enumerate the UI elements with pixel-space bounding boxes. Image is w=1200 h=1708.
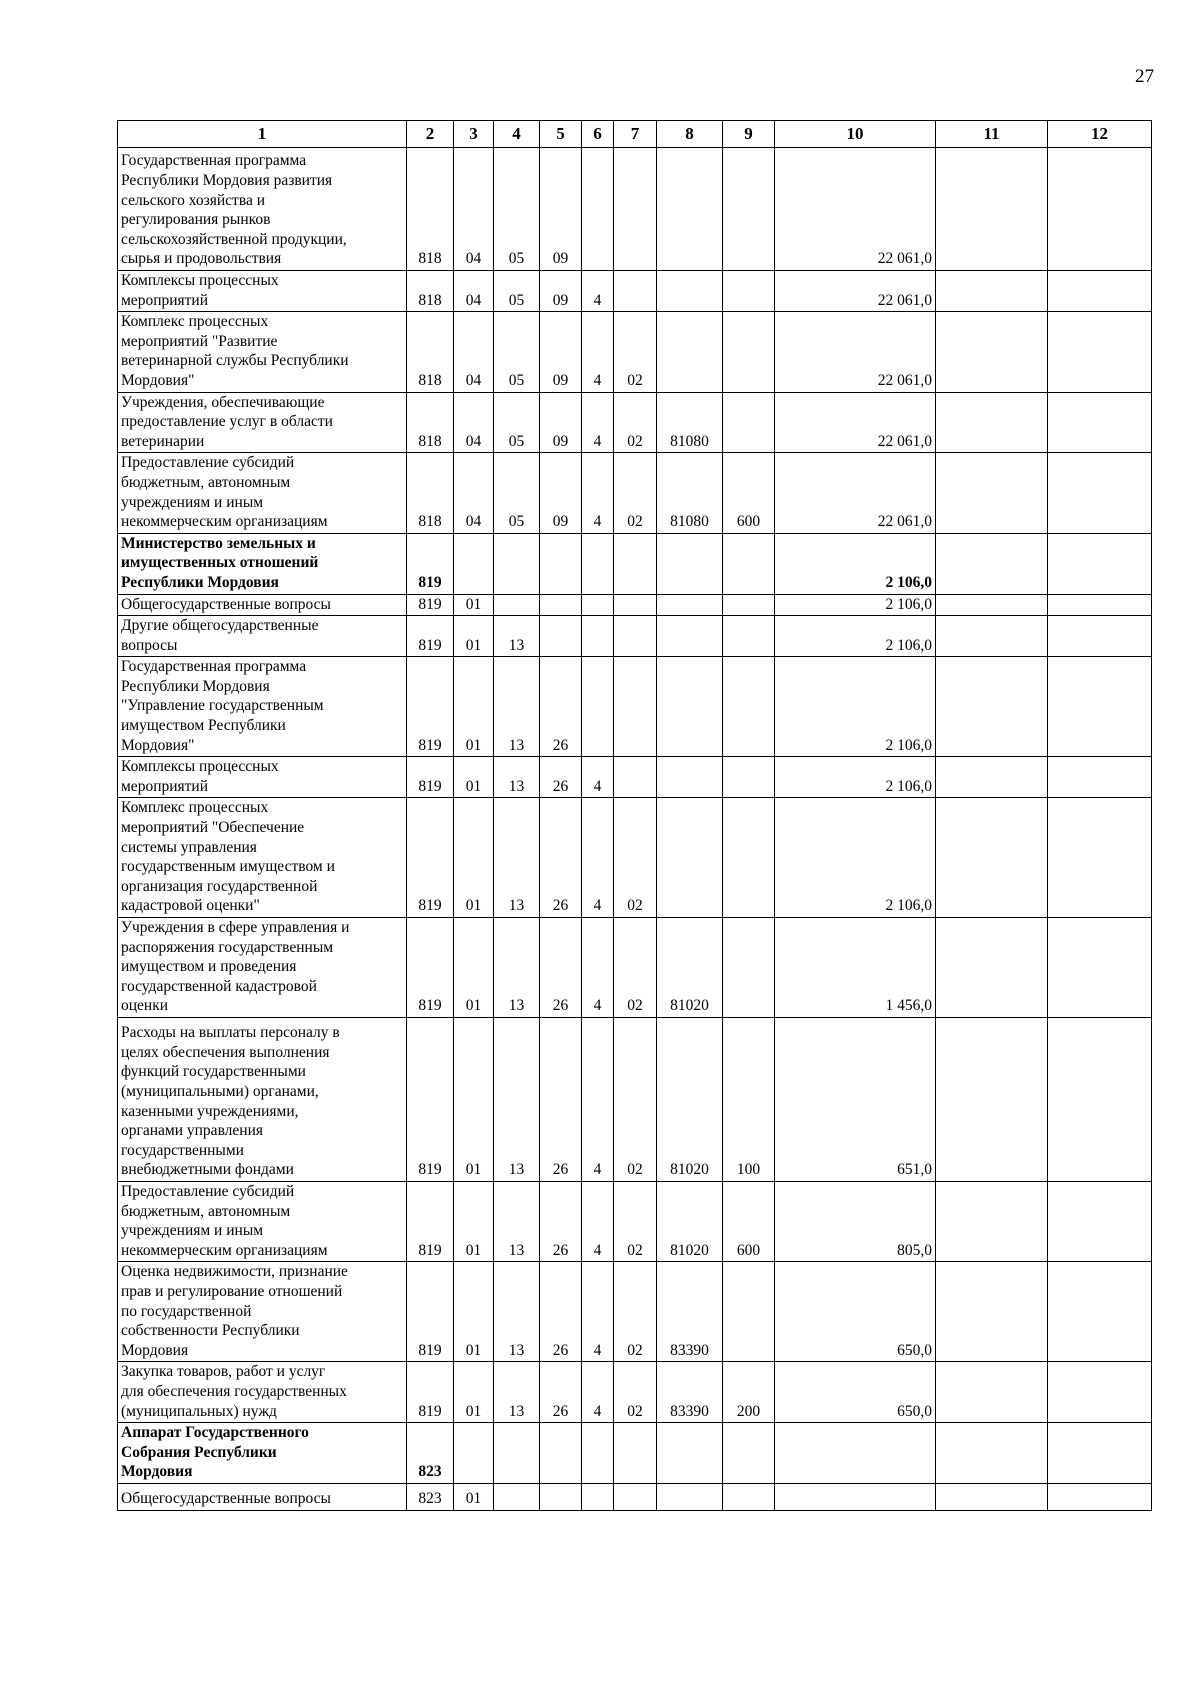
cell-col-2: 818	[407, 271, 454, 312]
cell-col-3: 01	[454, 657, 494, 757]
cell-col-8: 81080	[657, 453, 723, 533]
cell-col-7	[614, 594, 657, 616]
cell-col-9	[723, 757, 775, 798]
cell-col-3: 01	[454, 918, 494, 1018]
cell-col-3: 01	[454, 1483, 494, 1510]
cell-col-3: 04	[454, 392, 494, 453]
cell-col-3: 01	[454, 1262, 494, 1362]
row-name: Комплекс процессных мероприятий "Развитие ветеринарной службы Республики Мордовия"	[118, 312, 407, 392]
table-row	[118, 657, 1152, 757]
cell-col-11	[936, 312, 1048, 392]
cell-col-9: 600	[723, 1181, 775, 1261]
cell-col-4	[494, 1483, 540, 1510]
cell-col-3: 04	[454, 271, 494, 312]
cell-col-8	[657, 1483, 723, 1510]
cell-col-3: 01	[454, 1362, 494, 1423]
cell-col-6: 4	[582, 757, 614, 798]
cell-col-11	[936, 594, 1048, 616]
table-row	[118, 798, 1152, 918]
cell-col-3: 01	[454, 1181, 494, 1261]
cell-col-5	[540, 533, 582, 594]
cell-col-12	[1048, 918, 1152, 1018]
cell-col-9	[723, 148, 775, 271]
cell-col-2: 819	[407, 918, 454, 1018]
cell-col-12	[1048, 148, 1152, 271]
cell-col-10: 651,0	[775, 1017, 936, 1181]
table-row	[118, 392, 1152, 453]
row-name: Расходы на выплаты персоналу в целях обеспечения выполнения функций государственными (муниципальными) органами, казенными учреждениями, органами управления государственными внебюджетными фондами	[118, 1017, 407, 1181]
cell-col-8	[657, 1423, 723, 1484]
column-header-3: 3	[454, 121, 494, 148]
cell-col-10	[775, 1483, 936, 1510]
cell-col-6: 4	[582, 1181, 614, 1261]
cell-col-9	[723, 594, 775, 616]
cell-col-5: 26	[540, 757, 582, 798]
cell-col-12	[1048, 453, 1152, 533]
cell-col-10: 2 106,0	[775, 594, 936, 616]
cell-col-5	[540, 1483, 582, 1510]
cell-col-3	[454, 1423, 494, 1484]
table-row	[118, 1262, 1152, 1362]
cell-col-2: 823	[407, 1423, 454, 1484]
cell-col-10: 2 106,0	[775, 533, 936, 594]
cell-col-12	[1048, 1362, 1152, 1423]
cell-col-10: 2 106,0	[775, 798, 936, 918]
cell-col-11	[936, 453, 1048, 533]
cell-col-11	[936, 657, 1048, 757]
cell-col-8: 81020	[657, 918, 723, 1018]
cell-col-8	[657, 533, 723, 594]
cell-col-11	[936, 1181, 1048, 1261]
header-row	[118, 121, 1152, 148]
cell-col-4: 13	[494, 918, 540, 1018]
cell-col-12	[1048, 757, 1152, 798]
table-row	[118, 1483, 1152, 1510]
cell-col-12	[1048, 312, 1152, 392]
cell-col-4: 13	[494, 798, 540, 918]
cell-col-9	[723, 1262, 775, 1362]
cell-col-4: 13	[494, 1362, 540, 1423]
cell-col-6: 4	[582, 271, 614, 312]
cell-col-7: 02	[614, 392, 657, 453]
cell-col-6	[582, 594, 614, 616]
cell-col-4	[494, 1423, 540, 1484]
cell-col-11	[936, 1423, 1048, 1484]
cell-col-11	[936, 616, 1048, 657]
cell-col-11	[936, 271, 1048, 312]
cell-col-12	[1048, 594, 1152, 616]
cell-col-10: 650,0	[775, 1362, 936, 1423]
column-header-12: 12	[1048, 121, 1152, 148]
page-number: 27	[1135, 66, 1154, 87]
cell-col-7: 02	[614, 1017, 657, 1181]
cell-col-4: 05	[494, 312, 540, 392]
cell-col-11	[936, 757, 1048, 798]
cell-col-2: 818	[407, 453, 454, 533]
cell-col-2: 819	[407, 1181, 454, 1261]
cell-col-10: 650,0	[775, 1262, 936, 1362]
cell-col-9	[723, 1423, 775, 1484]
cell-col-2: 818	[407, 312, 454, 392]
cell-col-6	[582, 616, 614, 657]
cell-col-5	[540, 616, 582, 657]
row-name: Комплексы процессных мероприятий	[118, 757, 407, 798]
cell-col-6: 4	[582, 1262, 614, 1362]
cell-col-7	[614, 533, 657, 594]
cell-col-9	[723, 616, 775, 657]
cell-col-4	[494, 594, 540, 616]
cell-col-2: 819	[407, 798, 454, 918]
table-row	[118, 271, 1152, 312]
row-name: Аппарат Государственного Собрания Республики Мордовия	[118, 1423, 407, 1484]
table-row	[118, 148, 1152, 271]
cell-col-8	[657, 757, 723, 798]
cell-col-6: 4	[582, 918, 614, 1018]
cell-col-2: 819	[407, 533, 454, 594]
column-header-2: 2	[407, 121, 454, 148]
cell-col-12	[1048, 657, 1152, 757]
cell-col-2: 819	[407, 1017, 454, 1181]
cell-col-4: 13	[494, 1017, 540, 1181]
cell-col-7: 02	[614, 1181, 657, 1261]
cell-col-8	[657, 271, 723, 312]
column-header-6: 6	[582, 121, 614, 148]
cell-col-8: 83390	[657, 1362, 723, 1423]
cell-col-4: 05	[494, 453, 540, 533]
cell-col-2: 819	[407, 657, 454, 757]
cell-col-2: 819	[407, 757, 454, 798]
cell-col-9	[723, 271, 775, 312]
cell-col-10: 22 061,0	[775, 271, 936, 312]
cell-col-7	[614, 616, 657, 657]
cell-col-6: 4	[582, 312, 614, 392]
cell-col-9	[723, 392, 775, 453]
cell-col-4: 13	[494, 757, 540, 798]
cell-col-9	[723, 918, 775, 1018]
row-name: Учреждения, обеспечивающие предоставление услуг в области ветеринарии	[118, 392, 407, 453]
cell-col-6: 4	[582, 1362, 614, 1423]
column-header-10: 10	[775, 121, 936, 148]
cell-col-5	[540, 1423, 582, 1484]
cell-col-2: 818	[407, 392, 454, 453]
cell-col-7	[614, 1483, 657, 1510]
cell-col-7: 02	[614, 918, 657, 1018]
cell-col-3: 04	[454, 312, 494, 392]
cell-col-10: 22 061,0	[775, 312, 936, 392]
cell-col-9	[723, 312, 775, 392]
cell-col-12	[1048, 798, 1152, 918]
cell-col-2: 818	[407, 148, 454, 271]
cell-col-7	[614, 757, 657, 798]
cell-col-6	[582, 657, 614, 757]
table-row	[118, 1017, 1152, 1181]
row-name: Государственная программа Республики Мордовия "Управление государственным имуществом Республики Мордовия"	[118, 657, 407, 757]
row-name: Предоставление субсидий бюджетным, автономным учреждениям и иным некоммерческим организациям	[118, 453, 407, 533]
cell-col-5: 09	[540, 148, 582, 271]
cell-col-10: 22 061,0	[775, 453, 936, 533]
budget-table	[117, 120, 1152, 1511]
row-name: Закупка товаров, работ и услуг для обеспечения государственных (муниципальных) нужд	[118, 1362, 407, 1423]
cell-col-11	[936, 798, 1048, 918]
cell-col-5: 26	[540, 798, 582, 918]
row-name: Комплексы процессных мероприятий	[118, 271, 407, 312]
cell-col-4: 13	[494, 1181, 540, 1261]
cell-col-7	[614, 148, 657, 271]
table-row	[118, 1362, 1152, 1423]
cell-col-10: 2 106,0	[775, 616, 936, 657]
cell-col-5: 09	[540, 312, 582, 392]
cell-col-11	[936, 392, 1048, 453]
cell-col-5: 26	[540, 1017, 582, 1181]
cell-col-12	[1048, 1483, 1152, 1510]
cell-col-2: 819	[407, 594, 454, 616]
row-name: Министерство земельных и имущественных отношений Республики Мордовия	[118, 533, 407, 594]
table-row	[118, 757, 1152, 798]
cell-col-8: 81080	[657, 392, 723, 453]
cell-col-6	[582, 148, 614, 271]
column-header-8: 8	[657, 121, 723, 148]
cell-col-5: 09	[540, 392, 582, 453]
cell-col-12	[1048, 1181, 1152, 1261]
cell-col-6	[582, 1483, 614, 1510]
cell-col-5	[540, 594, 582, 616]
cell-col-11	[936, 148, 1048, 271]
cell-col-3: 04	[454, 148, 494, 271]
cell-col-6: 4	[582, 392, 614, 453]
cell-col-12	[1048, 533, 1152, 594]
cell-col-12	[1048, 1423, 1152, 1484]
cell-col-11	[936, 1262, 1048, 1362]
cell-col-7	[614, 657, 657, 757]
cell-col-7: 02	[614, 312, 657, 392]
table-row	[118, 533, 1152, 594]
cell-col-7: 02	[614, 1262, 657, 1362]
cell-col-7	[614, 271, 657, 312]
cell-col-10: 2 106,0	[775, 757, 936, 798]
cell-col-3: 01	[454, 594, 494, 616]
cell-col-9	[723, 798, 775, 918]
column-header-7: 7	[614, 121, 657, 148]
row-name: Комплекс процессных мероприятий "Обеспечение системы управления государственным имуществом и организация государственной кадастровой оценки"	[118, 798, 407, 918]
cell-col-11	[936, 1017, 1048, 1181]
table-row	[118, 312, 1152, 392]
cell-col-4: 13	[494, 616, 540, 657]
table-body	[118, 148, 1152, 1511]
cell-col-3: 01	[454, 798, 494, 918]
cell-col-5: 26	[540, 1362, 582, 1423]
table-row	[118, 1423, 1152, 1484]
cell-col-7: 02	[614, 1362, 657, 1423]
column-header-11: 11	[936, 121, 1048, 148]
cell-col-6: 4	[582, 453, 614, 533]
cell-col-9	[723, 657, 775, 757]
table-row	[118, 594, 1152, 616]
cell-col-10: 22 061,0	[775, 392, 936, 453]
cell-col-5: 09	[540, 453, 582, 533]
cell-col-8: 81020	[657, 1017, 723, 1181]
column-header-4: 4	[494, 121, 540, 148]
cell-col-4: 05	[494, 392, 540, 453]
cell-col-10: 1 456,0	[775, 918, 936, 1018]
cell-col-6: 4	[582, 1017, 614, 1181]
column-header-9: 9	[723, 121, 775, 148]
cell-col-3	[454, 533, 494, 594]
row-name: Общегосударственные вопросы	[118, 594, 407, 616]
cell-col-5: 26	[540, 918, 582, 1018]
cell-col-2: 819	[407, 1362, 454, 1423]
cell-col-11	[936, 1362, 1048, 1423]
table-row	[118, 453, 1152, 533]
table-row	[118, 616, 1152, 657]
cell-col-12	[1048, 271, 1152, 312]
cell-col-3: 01	[454, 757, 494, 798]
cell-col-12	[1048, 1017, 1152, 1181]
cell-col-2: 819	[407, 616, 454, 657]
cell-col-5: 26	[540, 657, 582, 757]
cell-col-5: 09	[540, 271, 582, 312]
cell-col-8	[657, 312, 723, 392]
cell-col-6: 4	[582, 798, 614, 918]
cell-col-2: 823	[407, 1483, 454, 1510]
cell-col-8	[657, 616, 723, 657]
column-header-5: 5	[540, 121, 582, 148]
cell-col-12	[1048, 616, 1152, 657]
cell-col-3: 04	[454, 453, 494, 533]
row-name: Оценка недвижимости, признание прав и регулирование отношений по государственной собственности Республики Мордовия	[118, 1262, 407, 1362]
cell-col-10: 805,0	[775, 1181, 936, 1261]
cell-col-4: 05	[494, 271, 540, 312]
cell-col-6	[582, 1423, 614, 1484]
cell-col-9: 200	[723, 1362, 775, 1423]
cell-col-9: 100	[723, 1017, 775, 1181]
cell-col-4: 13	[494, 1262, 540, 1362]
cell-col-9: 600	[723, 453, 775, 533]
cell-col-10: 22 061,0	[775, 148, 936, 271]
table-row	[118, 918, 1152, 1018]
cell-col-9	[723, 533, 775, 594]
row-name: Учреждения в сфере управления и распоряжения государственным имуществом и проведения государственной кадастровой оценки	[118, 918, 407, 1018]
cell-col-4: 05	[494, 148, 540, 271]
cell-col-6	[582, 533, 614, 594]
row-name: Предоставление субсидий бюджетным, автономным учреждениям и иным некоммерческим организациям	[118, 1181, 407, 1261]
cell-col-8	[657, 148, 723, 271]
cell-col-9	[723, 1483, 775, 1510]
cell-col-5: 26	[540, 1262, 582, 1362]
cell-col-4	[494, 533, 540, 594]
cell-col-11	[936, 533, 1048, 594]
cell-col-12	[1048, 392, 1152, 453]
cell-col-12	[1048, 1262, 1152, 1362]
cell-col-5: 26	[540, 1181, 582, 1261]
cell-col-7: 02	[614, 453, 657, 533]
cell-col-2: 819	[407, 1262, 454, 1362]
cell-col-8: 83390	[657, 1262, 723, 1362]
cell-col-8: 81020	[657, 1181, 723, 1261]
cell-col-11	[936, 1483, 1048, 1510]
row-name: Государственная программа Республики Мордовия развития сельского хозяйства и регулирования рынков сельскохозяйственной продукции, сырья и продовольствия	[118, 148, 407, 271]
cell-col-3: 01	[454, 616, 494, 657]
column-header-1: 1	[118, 121, 407, 148]
cell-col-10: 2 106,0	[775, 657, 936, 757]
cell-col-7	[614, 1423, 657, 1484]
cell-col-8	[657, 657, 723, 757]
cell-col-8	[657, 798, 723, 918]
table-row	[118, 1181, 1152, 1261]
row-name: Общегосударственные вопросы	[118, 1483, 407, 1510]
cell-col-3: 01	[454, 1017, 494, 1181]
cell-col-8	[657, 594, 723, 616]
cell-col-7: 02	[614, 798, 657, 918]
cell-col-4: 13	[494, 657, 540, 757]
row-name: Другие общегосударственные вопросы	[118, 616, 407, 657]
cell-col-10	[775, 1423, 936, 1484]
cell-col-11	[936, 918, 1048, 1018]
